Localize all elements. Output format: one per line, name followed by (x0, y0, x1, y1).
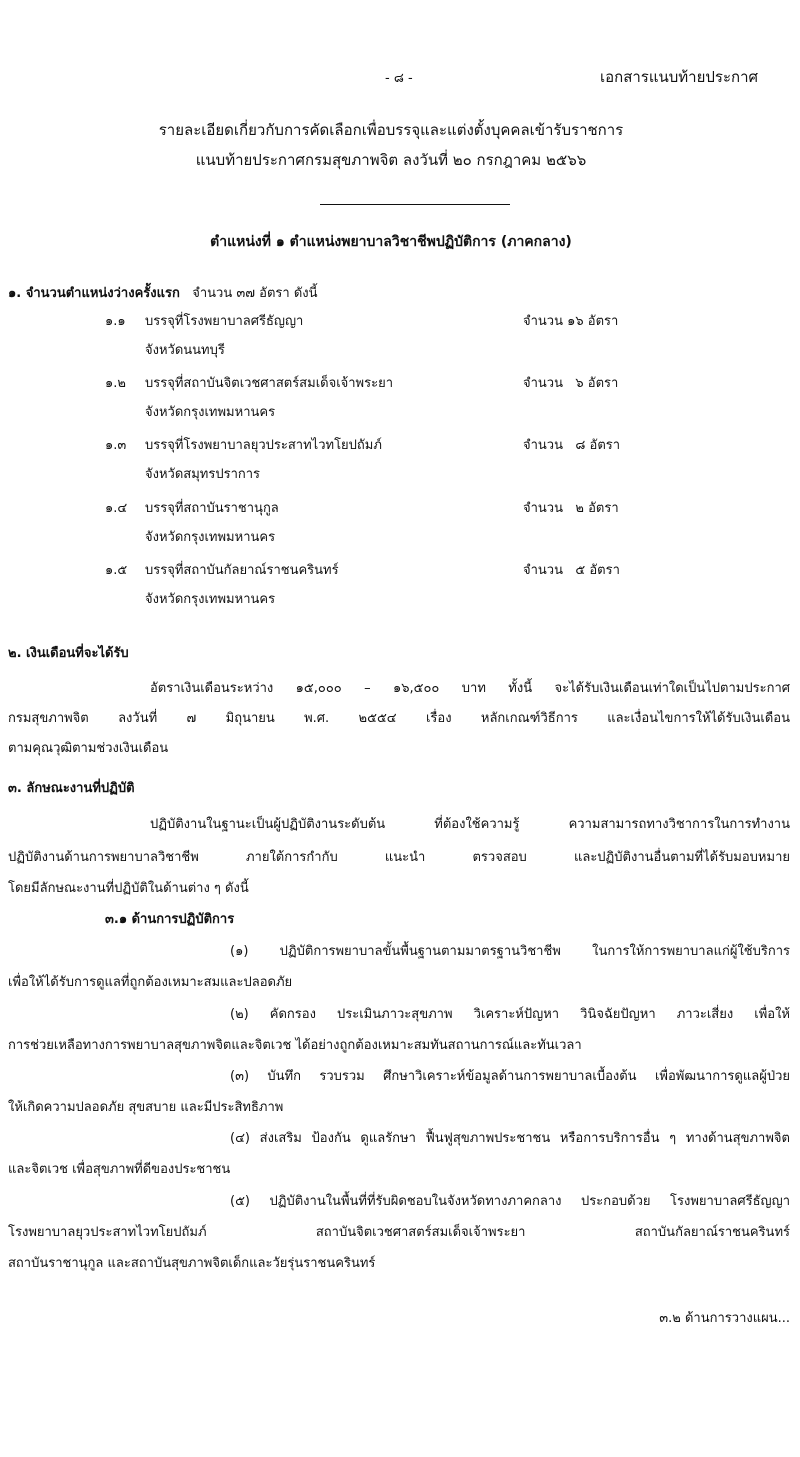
duty-line: โรงพยาบาลยุวประสาทไวทโยปถัมภ์ สถาบันจิตเวชศาสตร์สมเด็จเจ้าพระยา สถาบันกัลยาณ์ราชนครินทร์ (8, 1225, 790, 1240)
item-number: ๑.๓ (105, 438, 127, 453)
section-3-line: ปฏิบัติงานในฐานะเป็นผู้ปฏิบัติงานระดับต้น ที่ต้องใช้ความรู้ ความสามารถทางวิชาการในการทำงาน (150, 817, 790, 832)
position-heading: ตำแหน่งที่ ๑ ตำแหน่งพยาบาลวิชาชีพปฏิบัติการ (ภาคกลาง) (210, 234, 572, 250)
item-province: จังหวัดสมุทรปราการ (145, 467, 261, 482)
document-label: เอกสารแนบท้ายประกาศ (600, 68, 759, 86)
duty-line: การช่วยเหลือทางการพยาบาลสุขภาพจิตและจิตเวช ได้อย่างถูกต้องเหมาะสมทันสถานการณ์และทันเวลา (8, 1038, 582, 1053)
duty-line: เพื่อให้ได้รับการดูแลที่ถูกต้องเหมาะสมและปลอดภัย (8, 975, 293, 990)
duty-first-line: (๑) ปฏิบัติการพยาบาลขั้นพื้นฐานตามมาตรฐานวิชาชีพ ในการให้การพยาบาลแก่ผู้ใช้บริการ (230, 944, 790, 959)
section-2-heading: ๒. เงินเดือนที่จะได้รับ (8, 646, 129, 661)
section-2-line: กรมสุขภาพจิต ลงวันที่ ๗ มิถุนายน พ.ศ. ๒๕๕๔ เรื่อง หลักเกณฑ์วิธีการ และเงื่อนไขการให้ได้รับเงินเดือน (8, 711, 790, 726)
item-count: จำนวน ๖ อัตรา (523, 376, 619, 391)
item-count: จำนวน ๕ อัตรา (523, 563, 620, 578)
section-1 (8, 283, 318, 305)
title-line-2: แนบท้ายประกาศกรมสุขภาพจิต ลงวันที่ ๒๐ กรกฎาคม ๒๕๖๖ (195, 151, 587, 169)
continuation-note: ๓.๒ ด้านการวางแผน... (659, 1311, 790, 1326)
section-2-line: ตามคุณวุฒิตามช่วงเงินเดือน (8, 741, 169, 756)
item-place: บรรจุที่โรงพยาบาลยุวประสาทไวทโยปถัมภ์ (145, 438, 382, 453)
item-place: บรรจุที่สถาบันกัลยาณ์ราชนครินทร์ (145, 563, 339, 578)
item-place: บรรจุที่สถาบันจิตเวชศาสตร์สมเด็จเจ้าพระยา (145, 376, 394, 391)
title-line-1: รายละเอียดเกี่ยวกับการคัดเลือกเพื่อบรรจุและแต่งตั้งบุคคลเข้ารับราชการ (158, 121, 624, 139)
duty-line: ให้เกิดความปลอดภัย สุขสบาย และมีประสิทธิภาพ (8, 1100, 284, 1115)
section-3-line: โดยมีลักษณะงานที่ปฏิบัติในด้านต่าง ๆ ดังนี้ (8, 881, 249, 896)
duty-line: และจิตเวช เพื่อสุขภาพที่ดีของประชาชน (8, 1162, 231, 1177)
item-number: ๑.๕ (105, 563, 128, 578)
item-place: บรรจุที่โรงพยาบาลศรีธัญญา (145, 314, 304, 329)
item-province: จังหวัดกรุงเทพมหานคร (145, 592, 276, 607)
section-2-line: อัตราเงินเดือนระหว่าง ๑๕,๐๐๐ – ๑๖,๕๐๐ บาท ทั้งนี้ จะได้รับเงินเดือนเท่าใดเป็นไปตามประกาศ (150, 681, 790, 696)
item-count: จำนวน ๘ อัตรา (523, 438, 621, 453)
duty-first-line: (๓) บันทึก รวบรวม ศึกษาวิเคราะห์ข้อมูลด้านการพยาบาลเบื้องต้น เพื่อพัฒนาการดูแลผู้ป่วย (230, 1069, 790, 1084)
item-province: จังหวัดกรุงเทพมหานคร (145, 530, 276, 545)
title-divider (320, 204, 510, 205)
section-1-heading: ๑. จำนวนตำแหน่งว่างครั้งแรก (8, 286, 180, 301)
item-count: จำนวน ๒ อัตรา (523, 501, 619, 516)
item-count: จำนวน ๑๖ อัตรา (523, 314, 619, 329)
duty-line: สถาบันราชานุกูล และสถาบันสุขภาพจิตเด็กและวัยรุ่นราชนครินทร์ (8, 1256, 376, 1271)
section-3-1-heading: ๓.๑ ด้านการปฏิบัติการ (105, 912, 235, 927)
item-province: จังหวัดนนทบุรี (145, 343, 225, 358)
item-place: บรรจุที่สถาบันราชานุกูล (145, 501, 279, 516)
duty-first-line: (๔) ส่งเสริม ป้องกัน ดูแลรักษา ฟื้นฟูสุขภาพประชาชน หรือการบริการอื่น ๆ ทางด้านสุขภาพจิต (230, 1131, 790, 1146)
page-number: - ๘ - (385, 71, 413, 86)
duty-first-line: (๕) ปฏิบัติงานในพื้นที่ที่รับผิดชอบในจังหวัดทางภาคกลาง ประกอบด้วย โรงพยาบาลศรีธัญญา (230, 1194, 790, 1209)
section-1-summary: จำนวน ๓๗ อัตรา ดังนี้ (192, 286, 318, 301)
duty-first-line: (๒) คัดกรอง ประเมินภาวะสุขภาพ วิเคราะห์ปัญหา วินิจฉัยปัญหา ภาวะเสี่ยง เพื่อให้ (230, 1007, 790, 1022)
item-province: จังหวัดกรุงเทพมหานคร (145, 405, 276, 420)
item-number: ๑.๔ (105, 501, 128, 516)
section-3-line: ปฏิบัติงานด้านการพยาบาลวิชาชีพ ภายใต้การกำกับ แนะนำ ตรวจสอบ และปฏิบัติงานอื่นตามที่ได้รับมอบหมาย (8, 850, 790, 865)
item-number: ๑.๒ (105, 376, 126, 391)
item-number: ๑.๑ (105, 314, 126, 329)
section-3-heading: ๓. ลักษณะงานที่ปฏิบัติ (8, 781, 135, 796)
